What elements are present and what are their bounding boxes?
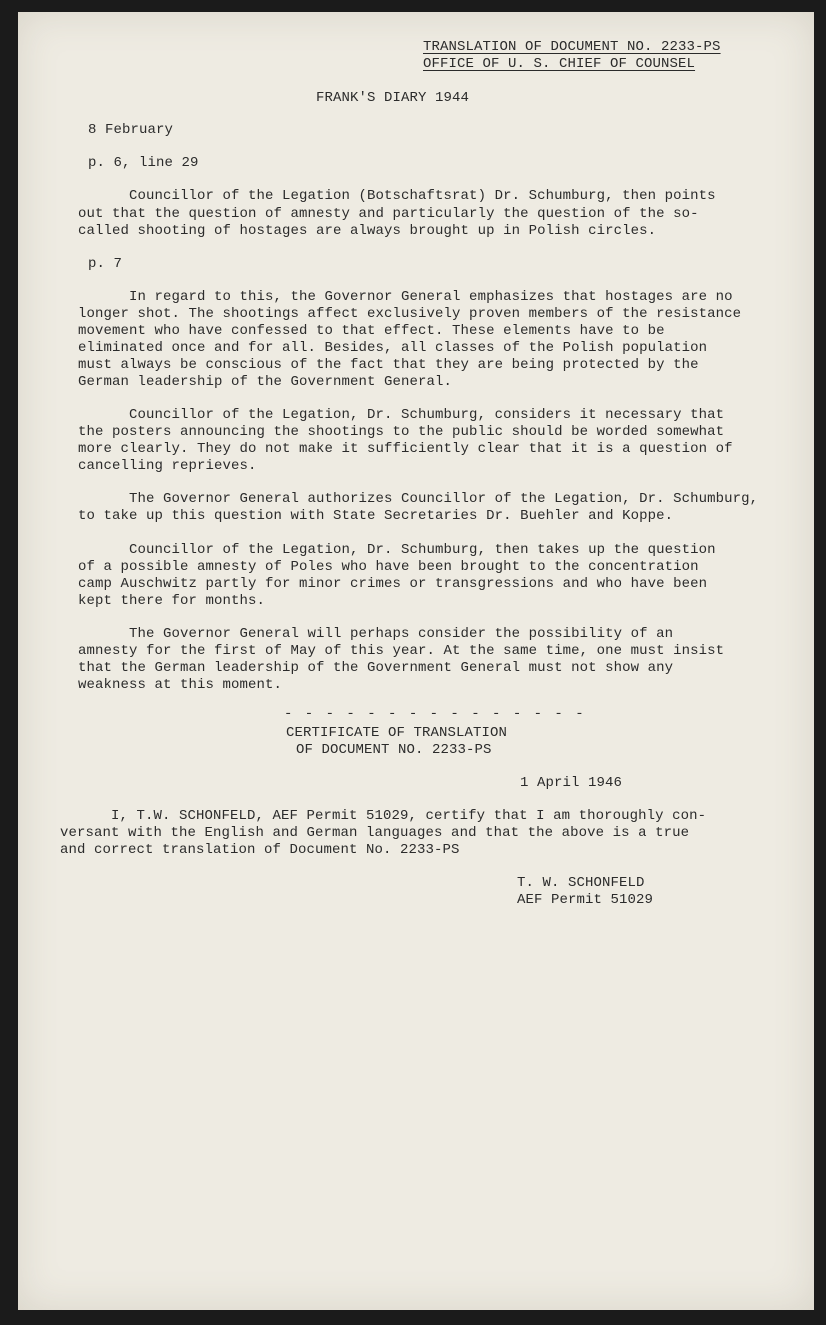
page-title: FRANK'S DIARY 1944	[316, 90, 470, 106]
certificate-subtitle: OF DOCUMENT NO. 2233-PS	[296, 742, 492, 758]
paragraph-line: In regard to this, the Governor General emphasizes that hostages are no	[78, 289, 733, 305]
paragraph-line: camp Auschwitz partly for minor crimes or transgressions and who have been	[78, 576, 708, 592]
header-office: OFFICE OF U. S. CHIEF OF COUNSEL	[423, 56, 696, 72]
paragraph-line: the posters announcing the shootings to the public should be worded somewhat	[78, 424, 725, 440]
separator-line: - - - - - - - - - - - - - - -	[284, 706, 586, 722]
certificate-title: CERTIFICATE OF TRANSLATION	[286, 725, 508, 741]
certificate-date: 1 April 1946	[520, 775, 623, 791]
paragraph-line: more clearly. They do not make it sufficiently clear that it is a question of	[78, 441, 733, 457]
paragraph-line: of a possible amnesty of Poles who have been brought to the concentration	[78, 559, 699, 575]
paragraph-line: Councillor of the Legation, Dr. Schumburg, then takes up the question	[78, 542, 716, 558]
paragraph-line: to take up this question with State Secretaries Dr. Buehler and Koppe.	[78, 508, 674, 524]
paragraph-line: amnesty for the first of May of this year. At the same time, one must insist	[78, 643, 725, 659]
entry-date: 8 February	[88, 122, 174, 138]
paragraph-line: Councillor of the Legation (Botschaftsrat) Dr. Schumburg, then points	[78, 188, 716, 204]
page-reference-2: p. 7	[88, 256, 123, 272]
paragraph-line: that the German leadership of the Government General must not show any	[78, 660, 674, 676]
paragraph-line: weakness at this moment.	[78, 677, 283, 693]
paragraph-line: movement who have confessed to that effect. These elements have to be	[78, 323, 665, 339]
paragraph-line: out that the question of amnesty and particularly the question of the so-	[78, 206, 699, 222]
paragraph-line: Councillor of the Legation, Dr. Schumburg, considers it necessary that	[78, 407, 725, 423]
certificate-line: versant with the English and German languages and that the above is a true	[60, 825, 690, 841]
paragraph-line: cancelling reprieves.	[78, 458, 257, 474]
paragraph-line: kept there for months.	[78, 593, 266, 609]
signature-name: T. W. SCHONFELD	[517, 875, 645, 891]
document-page	[18, 12, 814, 1310]
paragraph-line: The Governor General will perhaps consider the possibility of an	[78, 626, 674, 642]
paragraph-line: The Governor General authorizes Councillor of the Legation, Dr. Schumburg,	[78, 491, 759, 507]
paragraph-line: German leadership of the Government General.	[78, 374, 453, 390]
header-document-number: TRANSLATION OF DOCUMENT NO. 2233-PS	[423, 39, 721, 55]
paragraph-line: must always be conscious of the fact that they are being protected by the	[78, 357, 699, 373]
certificate-line: I, T.W. SCHONFELD, AEF Permit 51029, certify that I am thoroughly con-	[60, 808, 707, 824]
page-reference-1: p. 6, line 29	[88, 155, 199, 171]
certificate-line: and correct translation of Document No. 2233-PS	[60, 842, 460, 858]
signature-permit: AEF Permit 51029	[517, 892, 654, 908]
paragraph-line: eliminated once and for all. Besides, all classes of the Polish population	[78, 340, 708, 356]
paragraph-line: longer shot. The shootings affect exclusively proven members of the resistance	[78, 306, 742, 322]
paragraph-line: called shooting of hostages are always brought up in Polish circles.	[78, 223, 657, 239]
